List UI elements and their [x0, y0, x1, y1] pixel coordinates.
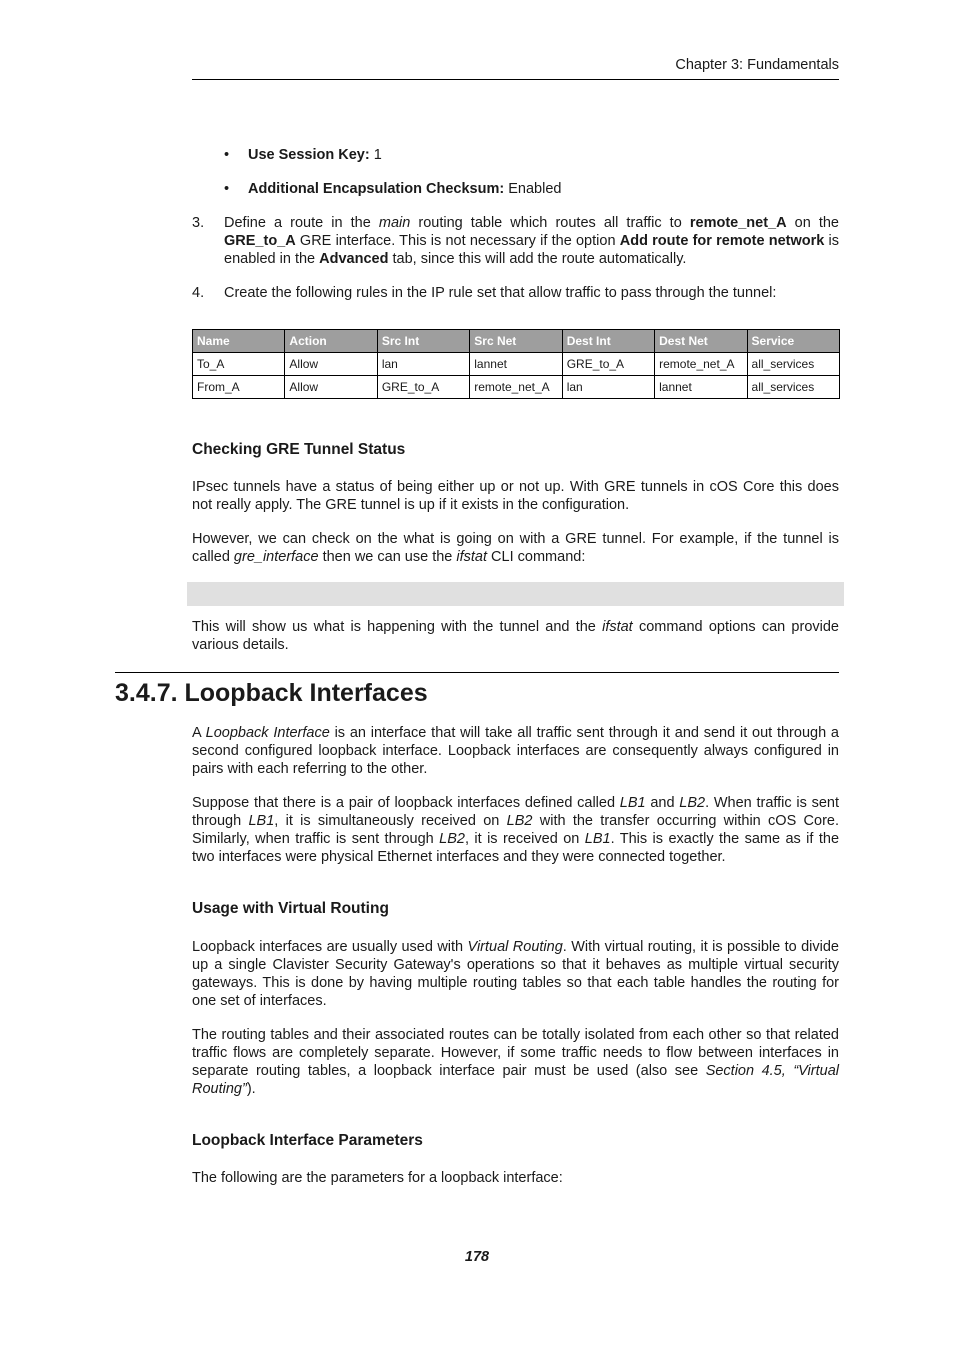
table-cell: all_services	[747, 353, 839, 376]
step-3-text: Define a route in the main routing table which routes all traffic to remote_net_A on the GRE_to_A GRE interface. This is not necessary if the option Add route for remote network is enabled in the Advanced tab, since this will add the route automatically.	[224, 215, 840, 267]
chapter-header: Chapter 3: Fundamentals	[675, 57, 839, 73]
bullet-label: Additional Encapsulation Checksum:	[248, 181, 505, 197]
table-cell: GRE_to_A	[562, 353, 654, 376]
table-cell: lan	[562, 376, 654, 399]
header-rule	[192, 79, 839, 80]
table-header-cell: Name	[193, 330, 285, 353]
table-cell: lannet	[655, 376, 747, 399]
gre-status-para-3: This will show us what is happening with the tunnel and the ifstat command options can provide various details.	[192, 619, 839, 653]
virtual-routing-para-1: Loopback interfaces are usually used with Virtual Routing. With virtual routing, it is possible to divide up a single Clavister Security Gateway's operations so that it behaves as multiple virtual security gateways. This is done by having multiple routing tables so that each table handles the routing for one set of interfaces.	[192, 939, 839, 1009]
step-number: 3.	[192, 215, 205, 231]
table-cell: From_A	[193, 376, 285, 399]
gre-status-para-2: However, we can check on the what is going on with a GRE tunnel. For example, if the tunnel is called gre_interface then we can use the ifstat CLI command:	[192, 531, 839, 565]
step-4-text: Create the following rules in the IP rule set that allow traffic to pass through the tunnel:	[224, 285, 777, 301]
cli-command-box	[187, 582, 844, 606]
table-cell: GRE_to_A	[377, 376, 469, 399]
section-link[interactable]: Section 4.5, “Virtual Routing”	[192, 1063, 839, 1097]
table-cell: lan	[377, 353, 469, 376]
table-header-row	[193, 330, 840, 353]
table-header-cell: Dest Int	[562, 330, 654, 353]
page-number: 178	[464, 1249, 490, 1265]
table-header-cell: Dest Net	[655, 330, 747, 353]
table-row	[193, 376, 840, 399]
loopback-params-para: The following are the parameters for a loopback interface:	[192, 1170, 563, 1186]
table-header-cell: Src Int	[377, 330, 469, 353]
section-title: 3.4.7. Loopback Interfaces	[115, 679, 428, 707]
bullet-dot: •	[224, 147, 230, 163]
table-cell: Allow	[285, 353, 377, 376]
table-cell: remote_net_A	[655, 353, 747, 376]
table-header-cell: Action	[285, 330, 377, 353]
ip-rules-table	[192, 329, 840, 399]
table-cell: remote_net_A	[470, 376, 562, 399]
table-cell: all_services	[747, 376, 839, 399]
virtual-routing-heading: Usage with Virtual Routing	[192, 900, 389, 917]
table-cell: Allow	[285, 376, 377, 399]
bullet-encap-checksum	[224, 180, 561, 198]
bullet-value: 1	[369, 147, 382, 163]
table-row	[193, 353, 840, 376]
gre-status-heading: Checking GRE Tunnel Status	[192, 441, 406, 458]
virtual-routing-para-2: The routing tables and their associated routes can be totally isolated from each other so that related traffic flows are completely separate. However, if some traffic needs to flow between interfaces in separate routing tables, a loopback interface pair must be used (also see Section 4.5, “Virtual Routing”).	[192, 1027, 839, 1097]
table-cell: To_A	[193, 353, 285, 376]
bullet-dot: •	[224, 181, 230, 197]
table-header-cell: Service	[747, 330, 839, 353]
table-header-cell: Src Net	[470, 330, 562, 353]
bullet-label: Use Session Key:	[248, 147, 370, 163]
section-rule	[115, 672, 839, 673]
gre-status-para-1: IPsec tunnels have a status of being either up or not up. With GRE tunnels in cOS Core this does not really apply. The GRE tunnel is up if it exists in the configuration.	[192, 479, 839, 513]
bullet-value: Enabled	[504, 181, 562, 197]
loopback-para-2: Suppose that there is a pair of loopback interfaces defined called LB1 and LB2. When traffic is sent through LB1, it is simultaneously received on LB2 with the transfer occurring within cOS Core. Similarly, when traffic is sent through LB2, it is received on LB1. This is exactly the same as if the two interfaces were physical Ethernet interfaces and they were connected together.	[192, 795, 840, 865]
step-number: 4.	[192, 285, 205, 301]
loopback-params-heading: Loopback Interface Parameters	[192, 1132, 423, 1149]
bullet-session-key	[224, 146, 382, 164]
loopback-para-1: A Loopback Interface is an interface that will take all traffic sent through it and send it out through a second configured loopback interface. Loopback interfaces are consequently always configured in pairs with each referring to the other.	[192, 725, 839, 777]
table-cell: lannet	[470, 353, 562, 376]
